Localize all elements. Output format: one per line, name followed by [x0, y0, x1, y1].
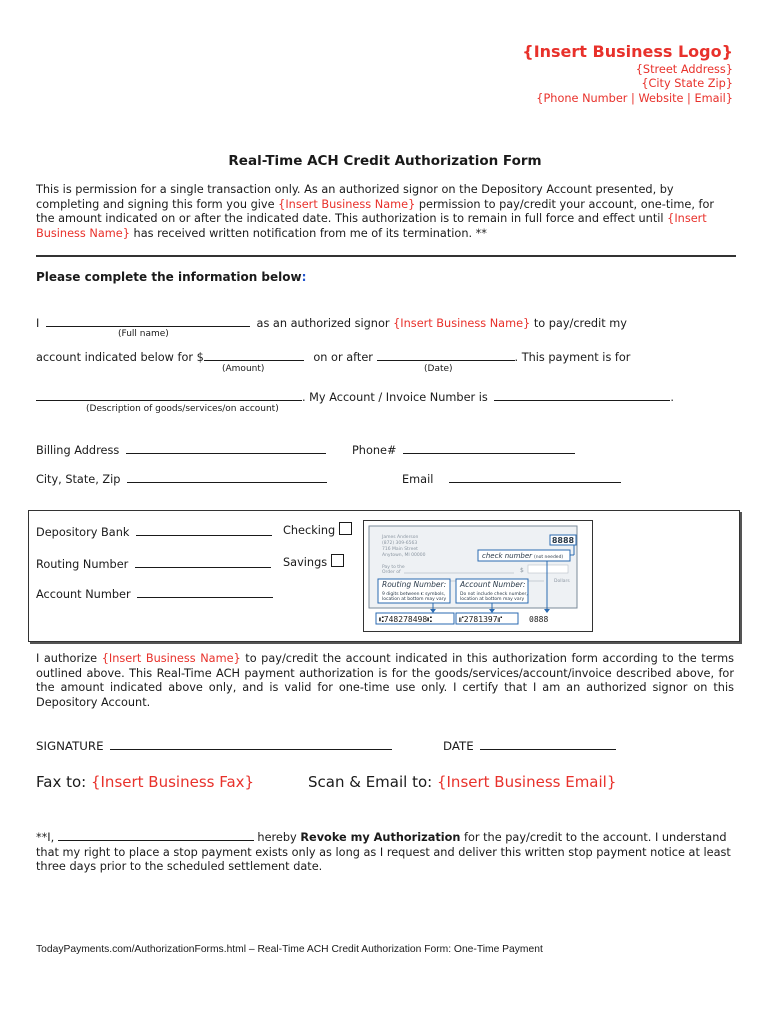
intro-paragraph: This is permission for a single transaction only. As an authorized signor on the Depository Account presented, by completing and signing this form you give {Insert Business Name} permission to pay/credit your account, one-time, for the amount indicated on or after the indicated date. This authorization is to remain in full force and effect until {Insert Business Name} has received written notification from me of its termination. **	[36, 183, 715, 240]
section-divider	[36, 255, 736, 257]
signature-row: SIGNATURE	[36, 738, 392, 753]
account-number-field[interactable]	[137, 586, 273, 598]
check-routing-desc-1: 9 digits between ⑆ symbols,	[382, 592, 446, 597]
amount-caption: (Amount)	[222, 364, 265, 374]
full-name-caption: (Full name)	[118, 329, 169, 339]
billing-address-row: Billing Address	[36, 442, 326, 457]
complete-heading: Please complete the information below:	[36, 270, 307, 284]
signature-field[interactable]	[110, 738, 392, 750]
city-state-zip-field[interactable]	[127, 471, 327, 483]
account-number-row: Account Number	[36, 586, 273, 601]
business-logo-placeholder: {Insert Business Logo}	[522, 42, 733, 61]
check-account-title: Account Number:	[460, 580, 526, 589]
description-caption: (Description of goods/services/on account)	[86, 404, 279, 414]
check-phone: (872) 309-6563	[382, 541, 418, 546]
check-account-desc-1: Do not include check number,	[460, 592, 528, 597]
authorization-line-1: I as an authorized signor {Insert Business Name} to pay/credit my	[36, 317, 627, 330]
email-row: Email	[402, 471, 621, 486]
page-footer: TodayPayments.com/AuthorizationForms.html – Real-Time ACH Credit Authorization Form: One-Time Payment	[36, 944, 543, 955]
check-pay-to: Pay to the	[382, 565, 405, 570]
check-routing-desc-2: location at bottom may vary	[382, 597, 447, 602]
sample-check-image	[363, 520, 593, 632]
routing-number-field[interactable]	[135, 556, 271, 568]
revoke-name-field[interactable]	[58, 829, 254, 841]
scan-email-line: Scan & Email to: {Insert Business Email}	[308, 773, 617, 791]
check-street: 716 Main Street	[382, 547, 418, 552]
contact-info: {Phone Number | Website | Email}	[536, 92, 733, 105]
email-field[interactable]	[449, 471, 621, 483]
checking-option: Checking	[283, 522, 352, 537]
phone-row: Phone#	[352, 442, 575, 457]
city-state-zip-row: City, State, Zip	[36, 471, 327, 486]
billing-address-field[interactable]	[126, 442, 326, 454]
city-state-zip: {City State Zip}	[641, 77, 733, 90]
amount-field[interactable]	[204, 349, 304, 361]
check-micr-account: ⑈2781397⑈	[459, 615, 503, 624]
depository-bank-field[interactable]	[136, 524, 272, 536]
phone-field[interactable]	[403, 442, 575, 454]
account-invoice-field[interactable]	[494, 389, 670, 401]
authorization-line-3: . My Account / Invoice Number is .	[36, 389, 674, 404]
check-number-label: check number	[482, 552, 533, 560]
check-micr-routing: ⑆748278498⑆	[379, 615, 432, 624]
check-illustration	[364, 521, 592, 631]
routing-number-row: Routing Number	[36, 556, 271, 571]
savings-checkbox[interactable]	[331, 554, 344, 567]
authorization-line-2: account indicated below for $ on or after . This payment is for	[36, 351, 631, 364]
authorize-paragraph: I authorize {Insert Business Name} to pay/credit the account indicated in this authorization form according to the terms outlined above. This Real-Time ACH payment authorization is for the goods/services/account/invoice described above, for the amount indicated above only, and is valid for one-time use only. I certify that I am an authorized signor on this Depository Account.	[36, 652, 734, 709]
fax-line: Fax to: {Insert Business Fax}	[36, 773, 255, 791]
date-caption: (Date)	[424, 364, 453, 374]
check-not-needed: (not needed)	[534, 555, 564, 560]
checking-checkbox[interactable]	[339, 522, 352, 535]
date-field[interactable]	[377, 349, 515, 361]
full-name-field[interactable]	[46, 315, 250, 327]
check-micr-number: 0888	[529, 615, 549, 624]
form-title: Real-Time ACH Credit Authorization Form	[228, 153, 542, 169]
check-account-holder: James Anderson	[382, 535, 419, 540]
depository-bank-row: Depository Bank	[36, 524, 272, 539]
description-field[interactable]	[36, 389, 302, 401]
revoke-paragraph: **I, hereby Revoke my Authorization for the pay/credit to the account. I understand that my right to place a stop payment exists only as long as I request and deliver this written stop payment notice at least three days prior to the scheduled settlement date.	[36, 831, 731, 873]
savings-option: Savings	[283, 554, 344, 569]
check-number-value: 8888	[551, 536, 575, 545]
check-routing-title: Routing Number:	[382, 580, 447, 589]
date-row: DATE	[443, 738, 616, 753]
check-account-desc-2: location at bottom may vary	[460, 597, 525, 602]
check-order-of: Order of	[382, 570, 401, 575]
check-dollar-sign: $	[520, 567, 524, 574]
check-dollars-word: Dollars	[554, 579, 570, 584]
check-city: Anytown, MI 00000	[382, 553, 426, 558]
signature-date-field[interactable]	[480, 738, 616, 750]
street-address: {Street Address}	[635, 63, 733, 76]
